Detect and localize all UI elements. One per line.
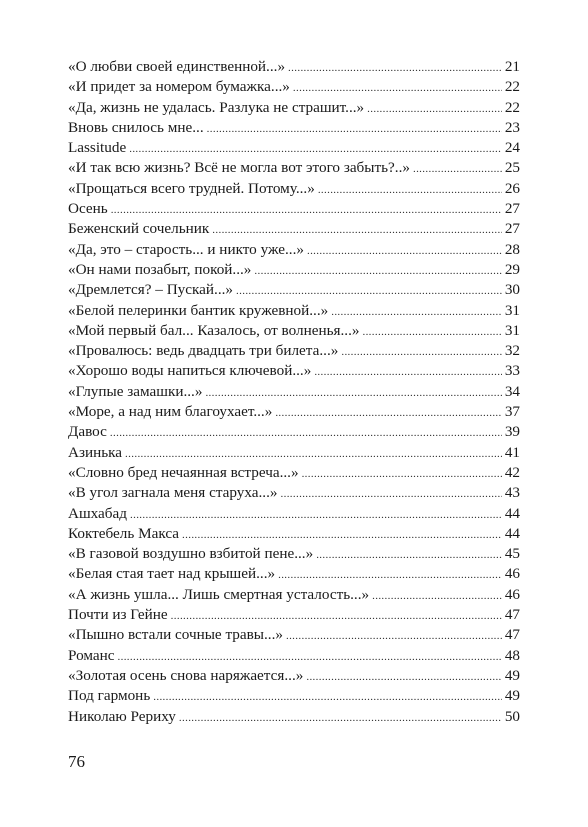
toc-entry-title: «Да, жизнь не удалась. Разлука не страшит...»	[68, 98, 365, 116]
toc-dot-leader	[288, 58, 502, 78]
toc-entry-page: 46	[504, 565, 520, 583]
toc-dot-leader	[307, 241, 502, 261]
toc-entry-title: Вновь снилось мне...	[68, 118, 204, 136]
toc-entry-page: 45	[504, 545, 520, 563]
toc-dot-leader	[182, 525, 502, 545]
toc-entry-title: «Пышно встали сочные травы...»	[68, 626, 283, 644]
toc-entry	[68, 301, 520, 321]
toc-entry-page: 24	[504, 139, 520, 157]
toc-entry	[68, 443, 520, 463]
toc-entry	[68, 280, 520, 300]
toc-entry	[68, 564, 520, 584]
toc-entry-title: «Прощаться всего трудней. Потому...»	[68, 179, 315, 197]
toc-entry-title: «А жизнь ушла... Лишь смертная усталость...»	[68, 585, 370, 603]
toc-entry	[68, 625, 520, 645]
toc-dot-leader	[171, 606, 502, 626]
toc-entry-title: «Дремлется? – Пускай...»	[68, 281, 234, 299]
toc-entry	[68, 240, 520, 260]
toc-entry-page: 27	[504, 200, 520, 218]
toc-dot-leader	[205, 383, 502, 403]
toc-entry-page: 32	[504, 342, 520, 360]
toc-entry-page: 23	[504, 118, 520, 136]
toc-entry-page: 28	[504, 240, 520, 258]
toc-entry-page: 34	[504, 382, 520, 400]
toc-dot-leader	[212, 220, 502, 240]
toc-entry	[68, 138, 520, 158]
toc-entry	[68, 544, 520, 564]
toc-entry	[68, 504, 520, 524]
toc-entry-page: 46	[504, 585, 520, 603]
toc-entry-page: 47	[504, 606, 520, 624]
toc-entry	[68, 199, 520, 219]
toc-entry-title: «Белая стая тает над крышей...»	[68, 565, 276, 583]
toc-entry-title: Lassitude	[68, 139, 127, 157]
toc-entry-title: «Хорошо воды напиться ключевой...»	[68, 362, 312, 380]
toc-entry-title: Коктебель Макса	[68, 524, 180, 542]
toc-dot-leader	[110, 423, 502, 443]
toc-entry-title: «Провалюсь: ведь двадцать три билета...»	[68, 342, 339, 360]
toc-entry	[68, 686, 520, 706]
toc-dot-leader	[341, 342, 502, 362]
toc-entry-title: «И придет за номером бумажка...»	[68, 78, 290, 96]
toc-dot-leader	[306, 667, 502, 687]
toc-entry-title: «Глупые замашки...»	[68, 382, 203, 400]
toc-entry-title: Ашхабад	[68, 504, 127, 522]
toc-entry	[68, 463, 520, 483]
toc-dot-leader	[153, 687, 502, 707]
toc-entry-title: «В угол загнала меня старуха...»	[68, 484, 278, 502]
toc-entry-title: «Море, а над ним благоухает...»	[68, 403, 273, 421]
toc-entry-title: «Мой первый бал... Казалось, от волненья...»	[68, 321, 360, 339]
toc-dot-leader	[302, 464, 502, 484]
toc-entry	[68, 422, 520, 442]
toc-entry-page: 42	[504, 463, 520, 481]
toc-entry	[68, 219, 520, 239]
toc-dot-leader	[129, 139, 502, 159]
toc-entry-title: «Да, это – старость... и никто уже...»	[68, 240, 304, 258]
toc-entry-title: «И так всю жизнь? Всё не могла вот этого забыть?..»	[68, 159, 410, 177]
toc-entry	[68, 158, 520, 178]
toc-dot-leader	[118, 647, 503, 667]
toc-dot-leader	[367, 99, 502, 119]
toc-entry	[68, 402, 520, 422]
toc-dot-leader	[372, 586, 502, 606]
toc-dot-leader	[207, 119, 502, 139]
toc-entry-page: 22	[504, 98, 520, 116]
toc-entry-title: «Золотая осень снова наряжается...»	[68, 666, 304, 684]
toc-entry-page: 43	[504, 484, 520, 502]
toc-entry-page: 44	[504, 524, 520, 542]
toc-entry-page: 25	[504, 159, 520, 177]
toc-entry-page: 31	[504, 301, 520, 319]
toc-entry-page: 49	[504, 687, 520, 705]
toc-dot-leader	[275, 403, 502, 423]
toc-entry-page: 41	[504, 443, 520, 461]
toc-entry-title: Почти из Гейне	[68, 606, 168, 624]
toc-entry	[68, 260, 520, 280]
toc-entry-page: 50	[504, 707, 520, 725]
toc-entry	[68, 605, 520, 625]
toc-dot-leader	[413, 159, 502, 179]
toc-entry-page: 44	[504, 504, 520, 522]
table-of-contents	[68, 57, 520, 727]
toc-entry-page: 22	[504, 78, 520, 96]
toc-dot-leader	[236, 281, 502, 301]
toc-dot-leader	[314, 362, 502, 382]
toc-dot-leader	[179, 708, 502, 728]
toc-entry	[68, 77, 520, 97]
toc-dot-leader	[254, 261, 502, 281]
toc-entry	[68, 585, 520, 605]
toc-dot-leader	[125, 444, 502, 464]
toc-dot-leader	[293, 78, 502, 98]
toc-entry-title: Николаю Рериху	[68, 707, 176, 725]
toc-entry-page: 30	[504, 281, 520, 299]
toc-entry	[68, 179, 520, 199]
toc-dot-leader	[362, 322, 502, 342]
toc-entry	[68, 321, 520, 341]
toc-entry	[68, 524, 520, 544]
toc-entry-page: 49	[504, 666, 520, 684]
toc-entry-title: Беженский сочельник	[68, 220, 210, 238]
toc-dot-leader	[111, 200, 502, 220]
toc-dot-leader	[286, 626, 502, 646]
toc-entry	[68, 666, 520, 686]
toc-entry	[68, 382, 520, 402]
toc-dot-leader	[318, 180, 502, 200]
toc-entry-title: «Он нами позабыт, покой...»	[68, 260, 252, 278]
toc-dot-leader	[316, 545, 502, 565]
toc-entry-page: 47	[504, 626, 520, 644]
toc-entry-page: 39	[504, 423, 520, 441]
toc-entry	[68, 361, 520, 381]
toc-entry-title: Осень	[68, 200, 108, 218]
toc-dot-leader	[278, 565, 502, 585]
toc-entry-page: 26	[504, 179, 520, 197]
toc-entry	[68, 118, 520, 138]
toc-entry-page: 37	[504, 403, 520, 421]
toc-entry-page: 29	[504, 260, 520, 278]
toc-entry-title: «В газовой воздушно взбитой пене...»	[68, 545, 314, 563]
toc-entry-title: Давос	[68, 423, 107, 441]
toc-entry	[68, 57, 520, 77]
toc-entry-title: «Словно бред нечаянная встреча...»	[68, 463, 299, 481]
toc-entry	[68, 707, 520, 727]
toc-entry-page: 21	[504, 58, 520, 75]
toc-entry-title: Азинька	[68, 443, 123, 461]
toc-entry	[68, 341, 520, 361]
toc-entry-title: Романс	[68, 646, 115, 664]
toc-entry-title: «Белой пелеринки бантик кружевной...»	[68, 301, 329, 319]
toc-entry-page: 33	[504, 362, 520, 380]
page-number: 76	[68, 752, 85, 771]
toc-dot-leader	[130, 505, 502, 525]
toc-entry-title: «О любви своей единственной...»	[68, 58, 286, 75]
toc-dot-leader	[331, 302, 502, 322]
toc-entry-page: 48	[504, 646, 520, 664]
toc-entry-title: Под гармонь	[68, 687, 151, 705]
toc-entry-page: 27	[504, 220, 520, 238]
toc-entry-page: 31	[504, 321, 520, 339]
toc-entry	[68, 646, 520, 666]
toc-entry	[68, 483, 520, 503]
toc-entry	[68, 98, 520, 118]
toc-dot-leader	[281, 484, 503, 504]
